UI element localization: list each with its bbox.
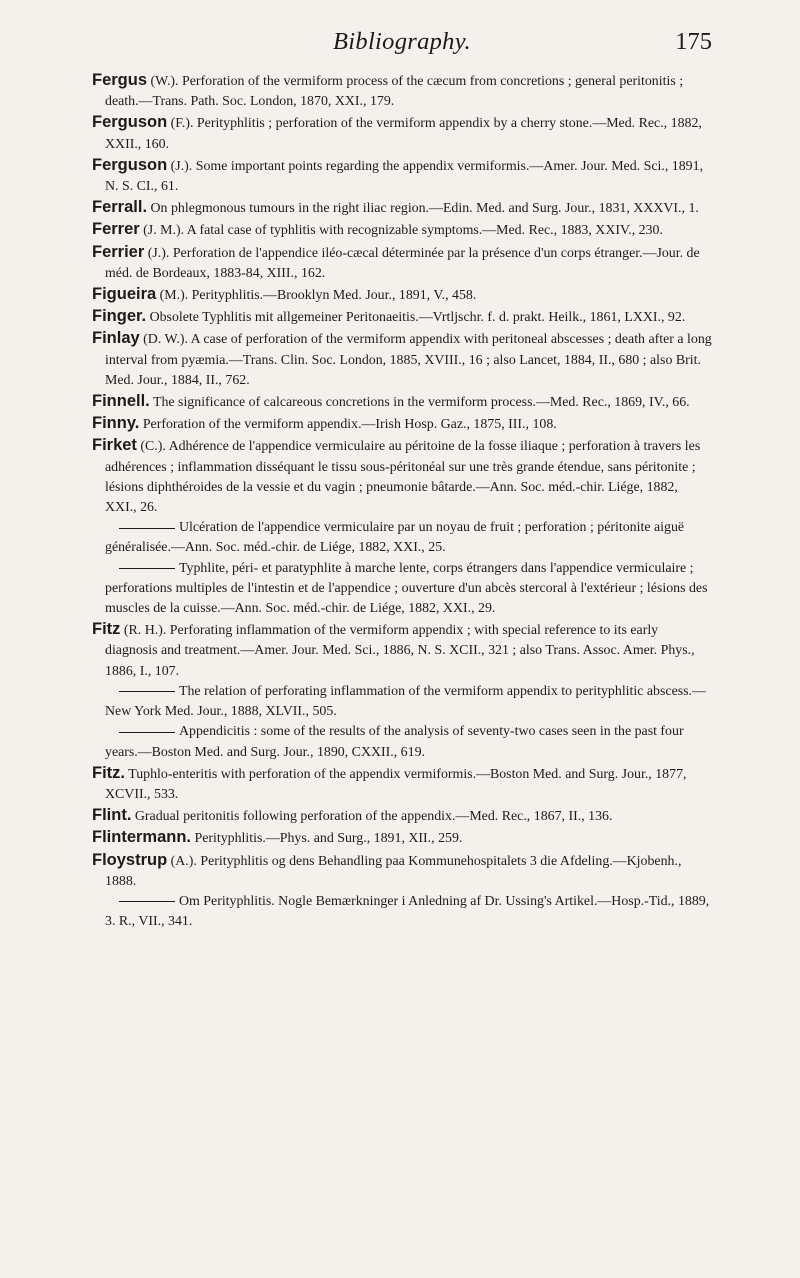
running-head: [92, 24, 712, 68]
entry-text: Perforation of the vermiform appendix.—Irish Hosp. Gaz., 1875, III., 108.: [139, 417, 557, 433]
bibliography-entry: [92, 850, 712, 892]
ditto-dash: [119, 568, 175, 569]
bibliography-entry: [92, 413, 712, 435]
entry-text: On phlegmonous tumours in the right iliac region.—Edin. Med. and Surg. Jour., 1831, XXXVI., 1.: [147, 201, 699, 217]
entry-text: Obsolete Typhlitis mit allgemeiner Peritonaeitis.—Vrtljschr. f. d. prakt. Heilk., 1861, LXXI., 92.: [146, 310, 686, 326]
bibliography-entry: [92, 197, 712, 219]
bibliography-entry: [92, 328, 712, 391]
entry-author: Flint.: [92, 806, 132, 825]
entry-text: (M.). Perityphlitis.—Brooklyn Med. Jour., 1891, V., 458.: [156, 288, 477, 304]
bibliography-entry: [92, 722, 712, 762]
entry-text: Gradual peritonitis following perforation of the appendix.—Med. Rec., 1867, II., 136.: [131, 809, 613, 825]
bibliography-entry: [92, 112, 712, 154]
bibliography-entry: [92, 763, 712, 805]
bibliography-entry: [92, 682, 712, 722]
bibliography-entry: [92, 70, 712, 112]
entry-text: (J.). Some important points regarding the appendix vermiformis.—Amer. Jour. Med. Sci., 1891, N. S. CI., 61.: [105, 158, 704, 195]
entry-text: The relation of perforating inflammation of the vermiform appendix to perityphlitic abscess.—New York Med. Jour., 1888, XLVII., 505.: [105, 683, 706, 720]
ditto-dash: [119, 528, 175, 529]
bibliography-entry: [92, 219, 712, 241]
entry-text: (D. W.). A case of perforation of the vermiform appendix with peritoneal abscesses ; death after a long interval from pyæmia.—Trans. Clin. Soc. London, 1885, XVIII., 16 ; also Lancet, 1884, II., 680 ; also Brit. Med. Jour., 1884, II., 762.: [105, 332, 712, 388]
bibliography-entry: [92, 619, 712, 682]
entry-author: Finlay: [92, 329, 140, 348]
entry-author: Fergus: [92, 71, 148, 89]
bibliography-entry: [92, 155, 712, 197]
bibliography-entry: [92, 306, 712, 328]
entry-text: (J.). Perforation de l'appendice iléo-cæcal déterminée par la présence d'un corps étranger.—Jour. de méd. de Bordeaux, 1883-84, XIII., 162.: [105, 245, 700, 281]
entry-text: (C.). Adhérence de l'appendice vermiculaire au péritoine de la fosse iliaque ; perforation à travers les adhérences ; inflammation disséquant le tissu sous-péritonéal sur une très grande étendue, sans péritonite ; lésions diphthéroides de la vessie et du vagin ; pneumonie bâtarde.—Ann. Soc. méd.-chir. Liége, 1882, XXI., 26.: [105, 439, 701, 516]
entry-text: The significance of calcareous concretions in the vermiform process.—Med. Rec., 1869, IV., 66.: [149, 395, 690, 411]
entry-text: (W.). Perforation of the vermiform process of the cæcum from concretions ; general peritonitis ; death.—Trans. Path. Soc. London, 1870, XXI., 179.: [105, 74, 684, 110]
entry-text: (F.). Perityphlitis ; perforation of the vermiform appendix by a cherry stone.—Med. Rec., 1882, XXII., 160.: [105, 116, 702, 152]
entry-author: Fitz.: [92, 763, 125, 782]
entry-author: Ferguson: [92, 155, 168, 174]
entry-text: Tuphlo-enteritis with perforation of the appendix vermiformis.—Boston Med. and Surg. Jour., 1877, XCVII., 533.: [105, 766, 687, 802]
bibliography-entry: [92, 892, 712, 932]
bibliography-entry: [92, 284, 712, 306]
ditto-dash: [119, 901, 175, 902]
bibliography-entry: [92, 391, 712, 413]
ditto-dash: [119, 691, 175, 692]
bibliography-list: [92, 70, 712, 932]
entry-text: (R. H.). Perforating inflammation of the vermiform appendix ; with special reference to its early diagnosis and treatment.—Amer. Jour. Med. Sci., 1886, N. S. XCII., 321 ; also Trans. Assoc. Amer. Phys., 1886, I., 107.: [105, 623, 695, 679]
entry-text: Appendicitis : some of the results of the analysis of seventy-two cases seen in the past four years.—Boston Med. and Surg. Jour., 1890, CXXII., 619.: [105, 724, 684, 760]
entry-author: Fitz: [92, 620, 121, 639]
entry-text: Typhlite, péri- et paratyphlite à marche lente, corps étrangers dans l'appendice vermiculaire ; perforations multiples de l'intestin et de l'appendice ; ouverture d'un abcès stercoral à l'extérieur ; lésions des muscles de la cuisse.—Ann. Soc. méd.-chir. de Liége, 1882, XXI., 29.: [105, 560, 708, 617]
bibliography-entry: [92, 805, 712, 827]
entry-author: Ferrier: [92, 242, 145, 261]
entry-text: (J. M.). A fatal case of typhlitis with recognizable symptoms.—Med. Rec., 1883, XXIV., 230.: [139, 223, 663, 239]
bibliography-entry: [92, 518, 712, 558]
bibliography-entry: [92, 827, 712, 849]
entry-text: Ulcération de l'appendice vermiculaire par un noyau de fruit ; perforation ; péritonite aiguë généralisée.—Ann. Soc. méd.-chir. de Liége, 1882, XXI., 25.: [105, 520, 685, 556]
bibliography-entry: [92, 435, 712, 518]
entry-text: Perityphlitis.—Phys. and Surg., 1891, XII., 259.: [191, 831, 463, 847]
bibliography-entry: [92, 559, 712, 620]
entry-author: Firket: [92, 436, 137, 455]
entry-author: Finnell.: [92, 392, 150, 411]
ditto-dash: [119, 732, 175, 733]
entry-author: Finny.: [92, 414, 140, 433]
entry-author: Ferguson: [92, 113, 168, 132]
bibliography-entry: [92, 242, 712, 284]
entry-author: Floystrup: [92, 850, 168, 869]
entry-author: Ferrer: [92, 220, 140, 239]
entry-text: (A.). Perityphlitis og dens Behandling paa Kommunehospitalets 3 die Afdeling.—Kjobenh., 1888.: [105, 853, 682, 889]
entry-author: Flintermann.: [92, 828, 192, 847]
entry-author: Figueira: [92, 285, 157, 304]
page-title: Bibliography.: [333, 28, 471, 55]
page-number: 175: [675, 28, 712, 55]
entry-author: Ferrall.: [92, 198, 148, 217]
entry-author: Finger.: [92, 307, 147, 326]
entry-text: Om Perityphlitis. Nogle Bemærkninger i Anledning af Dr. Ussing's Artikel.—Hosp.-Tid., 1889, 3. R., VII., 341.: [105, 893, 710, 930]
